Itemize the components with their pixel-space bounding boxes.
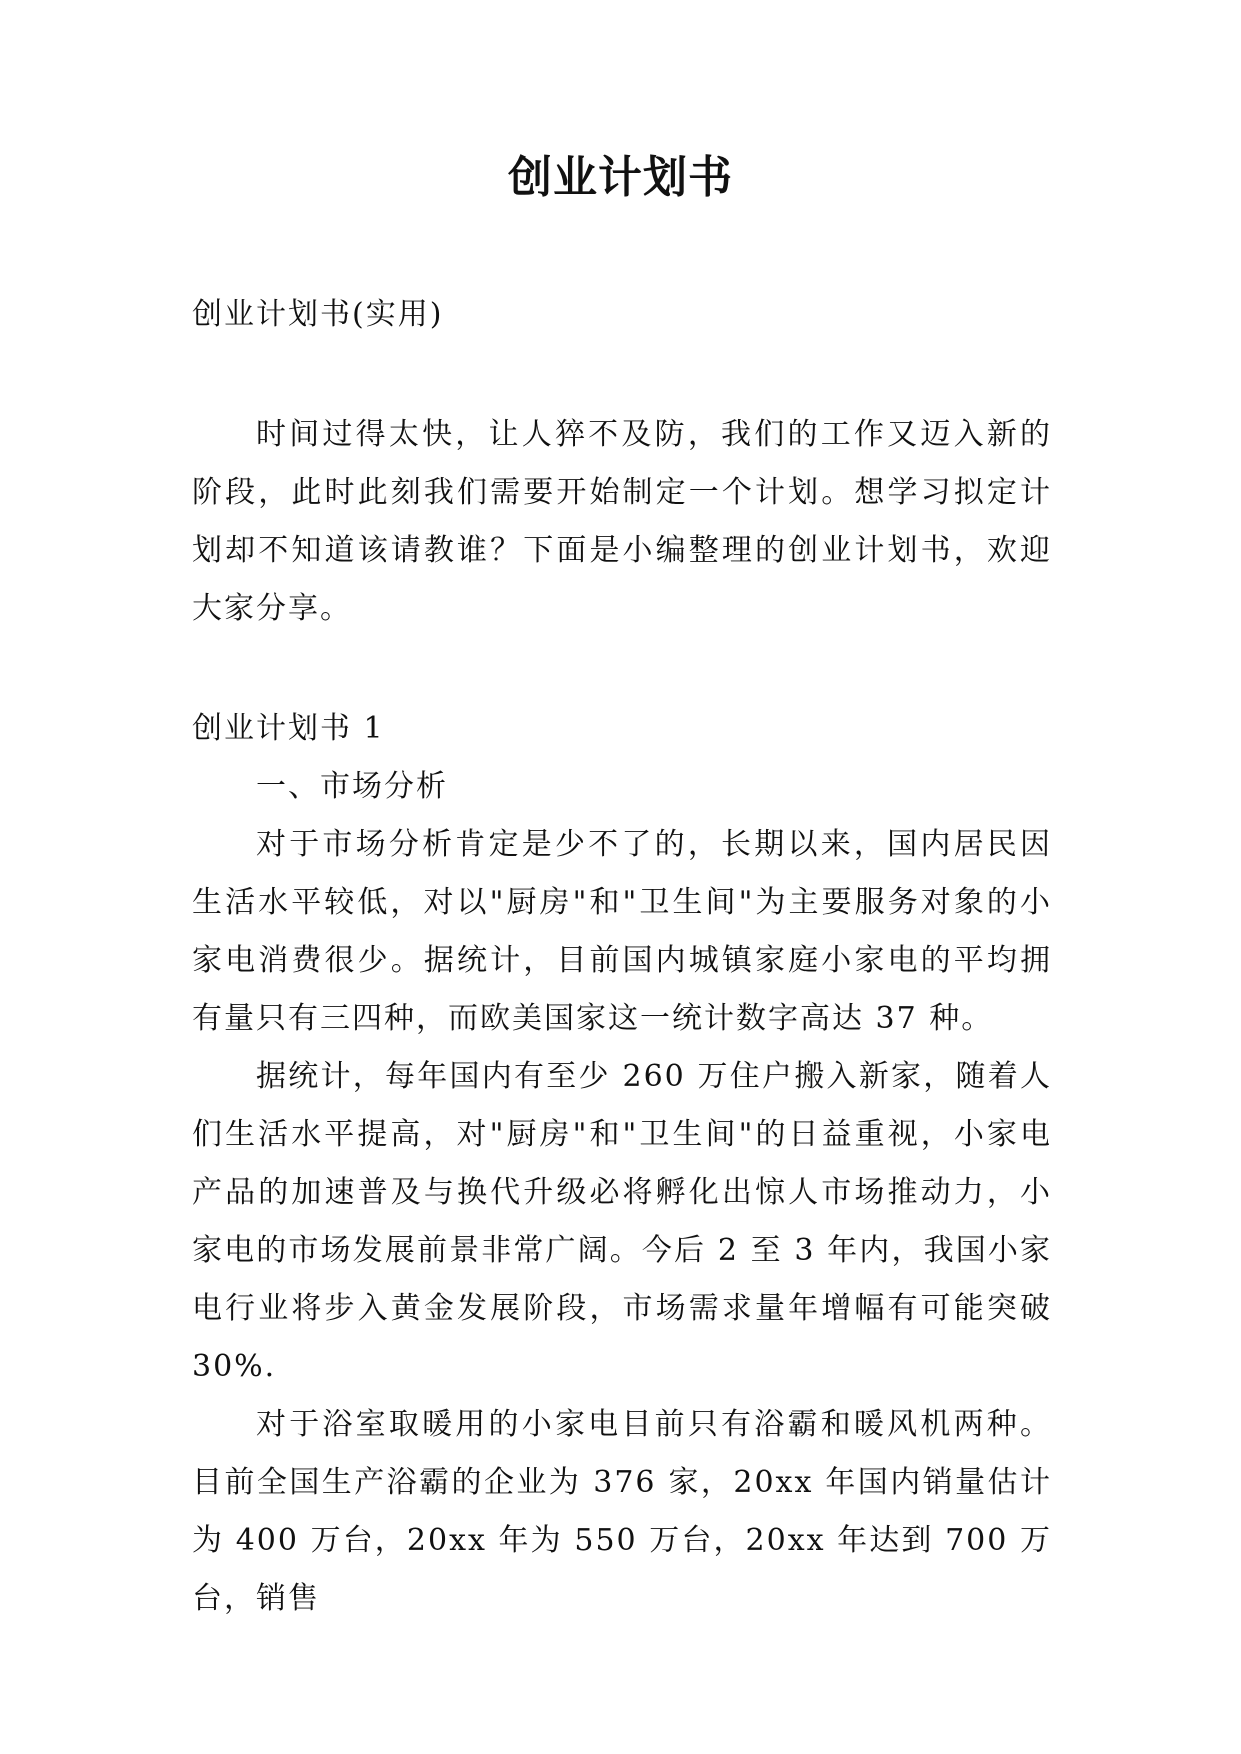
document-body <box>192 286 1052 1628</box>
market-paragraph-3: 对于浴室取暖用的小家电目前只有浴霸和暖风机两种。目前全国生产浴霸的企业为 376 家，20xx 年国内销量估计为 400 万台，20xx 年为 550 万台，20xx 年达到 700 万台，销售 <box>192 1407 1052 1616</box>
document-subtitle: 创业计划书(实用) <box>192 297 444 332</box>
market-paragraph-1: 对于市场分析肯定是少不了的，长期以来，国内居民因生活水平较低，对以"厨房"和"卫生间"为主要服务对象的小家电消费很少。据统计，目前国内城镇家庭小家电的平均拥有量只有三四种，而欧美国家这一统计数字高达 37 种。 <box>192 827 1052 1036</box>
market-analysis-heading: 一、市场分析 <box>256 769 448 804</box>
document-title: 创业计划书 <box>508 152 733 203</box>
section-title: 创业计划书 1 <box>192 711 385 746</box>
intro-paragraph: 时间过得太快，让人猝不及防，我们的工作又迈入新的阶段，此时此刻我们需要开始制定一个计划。想学习拟定计划却不知道该请教谁？下面是小编整理的创业计划书，欢迎大家分享。 <box>192 417 1052 626</box>
market-paragraph-2: 据统计，每年国内有至少 260 万住户搬入新家，随着人们生活水平提高，对"厨房"和"卫生间"的日益重视，小家电产品的加速普及与换代升级必将孵化出惊人市场推动力，小家电的市场发展前景非常广阔。今后 2 至 3 年内，我国小家电行业将步入黄金发展阶段，市场需求量年增幅有可能突破 30%. <box>192 1059 1052 1384</box>
